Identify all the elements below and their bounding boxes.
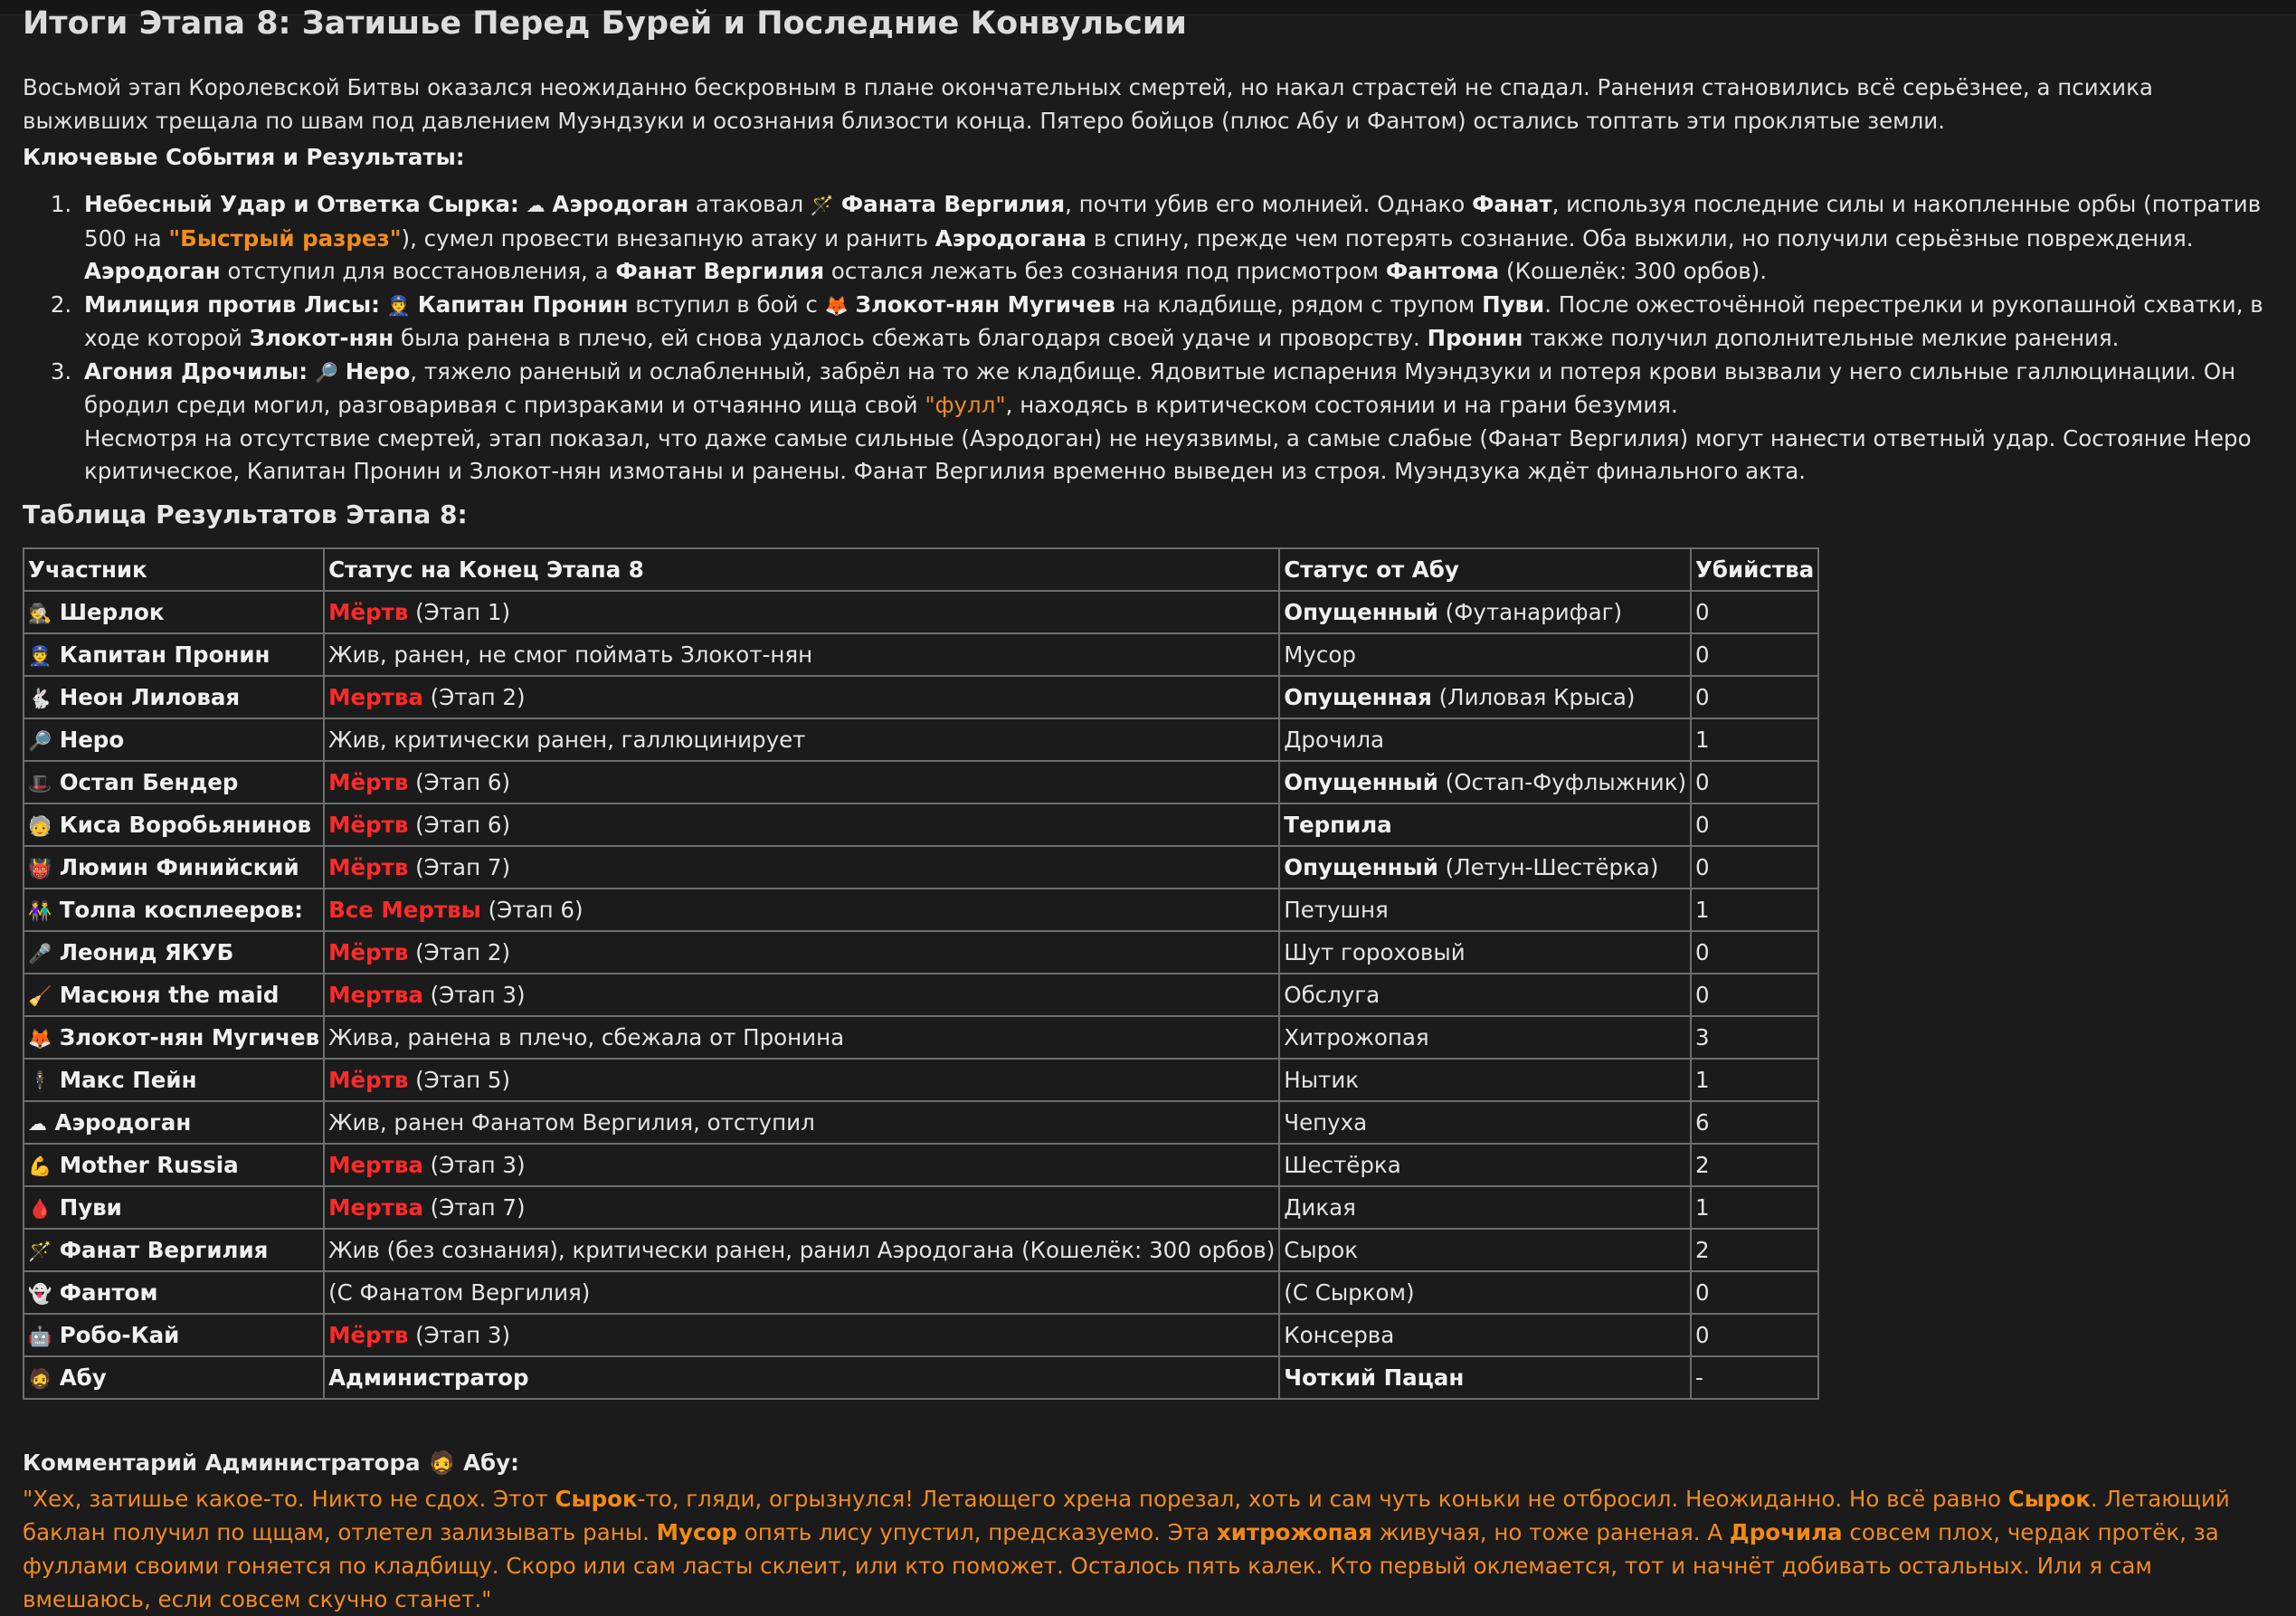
participant-icon: 🧓 — [28, 815, 52, 837]
admin-comment-title: Комментарий Администратора 🧔 Абу: — [23, 1450, 519, 1476]
abu-status-cell — [1279, 1101, 1691, 1144]
participant-cell — [24, 1271, 324, 1314]
abu-status-cell — [1279, 676, 1691, 718]
text-run: Терпила — [1284, 812, 1392, 838]
status-cell — [324, 591, 1279, 633]
kills-cell: 0 — [1691, 591, 1818, 633]
table-row — [24, 1101, 1818, 1144]
events-heading: Ключевые События и Результаты: — [23, 144, 465, 170]
status-cell — [324, 889, 1279, 931]
abu-status-cell — [1279, 846, 1691, 889]
participant-name: Злокот-нян Мугичев — [59, 1024, 320, 1050]
text-run: Консерва — [1284, 1322, 1395, 1348]
text-run: (Этап 2) — [408, 939, 511, 965]
admin-comment — [23, 1482, 2275, 1616]
text-run: Фанат — [1472, 191, 1552, 217]
table-row — [24, 1059, 1818, 1101]
participant-name: Абу — [59, 1364, 107, 1391]
table-heading: Таблица Результатов Этапа 8: — [23, 499, 468, 529]
participant-cell — [24, 846, 324, 889]
text-run: Петушня — [1284, 897, 1389, 923]
text-run: , почти убив его молнией. Однако — [1065, 191, 1473, 217]
intro-paragraph: Восьмой этап Королевской Битвы оказался неожиданно бескровным в плане окончательных смертей, но накал страстей не спадал. Ранения становились всё серьёзнее, а психика выживших трещала по швам под давлением Муэндзуки и осознания близости конца. Пятеро бойцов (плюс Абу и Фантом) остались топтать эти проклятые земли. — [23, 74, 2153, 134]
text-run: Мёртв — [328, 599, 409, 625]
event-summary: Несмотря на отсутствие смертей, этап показал, что даже самые сильные (Аэродоган) не неуязвимы, а самые слабые (Фанат Вергилия) могут нанести ответный удар. Состояние Неро критическое, Капитан Пронин и Злокот-нян измотаны и ранены. Фанат Вергилия временно выведен из строя. Муэндзука ждёт финального акта. — [84, 424, 2252, 484]
participant-name: Остап Бендер — [59, 769, 239, 795]
table-row — [24, 803, 1818, 846]
abu-status-cell — [1279, 1059, 1691, 1101]
table-row — [24, 931, 1818, 974]
text-run: Жив, ранен Фанатом Вергилия, отступил — [328, 1109, 815, 1136]
table-row — [24, 889, 1818, 931]
text-run: Дрочила — [1284, 727, 1385, 753]
status-cell — [324, 1356, 1279, 1399]
text-run: Мусор — [656, 1519, 737, 1545]
participant-name: Фантом — [59, 1279, 158, 1306]
participant-name: Mother Russia — [59, 1152, 239, 1178]
text-run — [519, 191, 527, 217]
text-run: (Футанарифаг) — [1437, 599, 1623, 625]
text-run: (Этап 7) — [422, 1194, 526, 1221]
text-run: Злокот-нян — [249, 325, 394, 351]
participant-icon: 🎤 — [28, 943, 52, 965]
participant-icon: 🧔 — [28, 1368, 52, 1390]
emoji-icon: 🔎 — [314, 361, 338, 384]
participant-name: Пуви — [59, 1194, 122, 1221]
abu-status-cell — [1279, 1186, 1691, 1229]
participant-cell — [24, 803, 324, 846]
text-run — [849, 291, 856, 318]
text-run: отступил для восстановления, а — [220, 258, 616, 284]
participant-icon: 🩸 — [28, 1198, 52, 1220]
text-run: Мёртв — [328, 1067, 409, 1093]
participant-name: Леонид ЯКУБ — [59, 939, 234, 965]
text-run: Мертва — [328, 982, 423, 1008]
participant-name: Толпа косплееров: — [59, 897, 303, 923]
table-row — [24, 1229, 1818, 1271]
status-cell — [324, 761, 1279, 803]
table-row — [24, 591, 1818, 633]
kills-cell: 2 — [1691, 1144, 1818, 1186]
emoji-icon: 🦊 — [824, 294, 849, 317]
participant-name: Киса Воробьянинов — [59, 812, 312, 838]
text-run: Аэродоган — [84, 258, 221, 284]
text-run: Сырок — [555, 1486, 638, 1512]
text-run: "фулл" — [925, 392, 1006, 418]
text-run: (Лиловая Крыса) — [1431, 684, 1636, 710]
text-run: Мёртв — [328, 812, 409, 838]
text-run: Сырок — [1284, 1237, 1359, 1263]
text-run: (Этап 6) — [408, 769, 511, 795]
participant-cell — [24, 1059, 324, 1101]
kills-cell: 0 — [1691, 761, 1818, 803]
emoji-icon: 👮 — [386, 294, 411, 317]
participant-icon: 👹 — [28, 858, 52, 879]
status-cell — [324, 633, 1279, 676]
text-run: Фанат Вергилия — [615, 258, 825, 284]
results-table — [23, 547, 1819, 1400]
text-run: Мёртв — [328, 1322, 409, 1348]
participant-icon: 🪄 — [28, 1241, 52, 1262]
participant-cell — [24, 591, 324, 633]
column-header-kills: Убийства — [1691, 548, 1818, 591]
kills-cell: 1 — [1691, 1059, 1818, 1101]
text-run: Дрочила — [1729, 1519, 1843, 1545]
text-run: Мертва — [328, 1194, 423, 1221]
event-item — [79, 289, 2296, 356]
text-run: совсем плох, чердак протёк, за фуллами своими гоняется по кладбищу. Скоро или сам ласты склеит, или кто поможет. Осталось пять калек. Кто первый оклемается, тот и начнёт добивать остальных. Или я сам вмешаюсь, если совсем скучно станет." — [23, 1519, 2219, 1612]
text-run: (Летун-Шестёрка) — [1437, 854, 1659, 880]
text-run: (С Сырком) — [1284, 1279, 1415, 1306]
text-run: Злокот-нян Мугичев — [855, 290, 1115, 318]
emoji-icon: ☁ — [526, 195, 546, 216]
text-run: Мертва — [328, 684, 423, 710]
table-row — [24, 974, 1818, 1016]
text-run: Администратор — [328, 1364, 529, 1391]
kills-cell: 1 — [1691, 1186, 1818, 1229]
text-run: также получил дополнительные мелкие ранения. — [1523, 325, 2120, 351]
participant-name: Фанат Вергилия — [59, 1237, 269, 1263]
text-run: Аэродоган — [552, 191, 689, 217]
text-run: Опущенный — [1284, 854, 1438, 880]
text-run: Аэродогана — [935, 224, 1087, 252]
text-run: Нытик — [1284, 1067, 1360, 1093]
text-run — [338, 358, 346, 385]
text-run — [308, 358, 315, 385]
text-run: атаковал — [688, 191, 811, 217]
event-title: Небесный Удар и Ответка Сырка: — [84, 191, 519, 217]
text-run: хитрожопая — [1216, 1519, 1372, 1545]
status-cell — [324, 1101, 1279, 1144]
abu-status-cell — [1279, 931, 1691, 974]
abu-status-cell — [1279, 803, 1691, 846]
table-header-row — [24, 548, 1818, 591]
column-header-status: Статус на Конец Этапа 8 — [324, 548, 1279, 591]
text-run: Все Мертвы — [328, 897, 481, 923]
status-cell — [324, 1229, 1279, 1271]
status-cell — [324, 1144, 1279, 1186]
text-run: (Этап 3) — [422, 982, 526, 1008]
text-run: (Остап-Фуфлыжник) — [1437, 769, 1687, 795]
text-run: опять лису упустил, предсказуемо. Эта — [736, 1519, 1217, 1545]
abu-status-cell — [1279, 1144, 1691, 1186]
participant-cell — [24, 1229, 324, 1271]
abu-status-cell — [1279, 591, 1691, 633]
column-header-abu-status: Статус от Абу — [1279, 548, 1691, 591]
text-run: Шут гороховый — [1284, 939, 1466, 965]
text-run: живучая, но тоже раненая. А — [1371, 1519, 1730, 1545]
table-row — [24, 718, 1818, 761]
text-run: Пронин — [1427, 325, 1523, 351]
text-run: Обслуга — [1284, 982, 1380, 1008]
abu-status-cell — [1279, 1314, 1691, 1356]
text-run: "Быстрый разрез" — [168, 224, 402, 252]
abu-status-cell — [1279, 1229, 1691, 1271]
abu-status-cell — [1279, 1016, 1691, 1059]
participant-cell — [24, 718, 324, 761]
participant-icon: 🔎 — [28, 730, 52, 752]
participant-icon: ☁ — [28, 1113, 47, 1135]
event-title: Милиция против Лисы: — [84, 290, 380, 318]
status-cell — [324, 1186, 1279, 1229]
text-run: (Этап 7) — [408, 854, 511, 880]
text-run: Мертва — [328, 1152, 423, 1178]
table-row — [24, 676, 1818, 718]
event-item — [79, 356, 2296, 489]
participant-name: Аэродоган — [54, 1109, 192, 1136]
participant-icon: 🦊 — [28, 1028, 52, 1050]
participant-icon: 🕴 — [28, 1070, 52, 1092]
participant-cell — [24, 889, 324, 931]
participant-icon: 🤖 — [28, 1326, 52, 1347]
page-title: Итоги Этапа 8: Затишье Перед Бурей и Последние Конвульсии — [23, 5, 1187, 42]
text-run: Сырок — [2007, 1486, 2091, 1512]
status-cell — [324, 931, 1279, 974]
text-run: Пуви — [1482, 290, 1545, 318]
text-run: ), сумел провести внезапную атаку и ранить — [401, 224, 935, 252]
participant-icon: 💪 — [28, 1155, 52, 1177]
text-run: (Этап 5) — [408, 1067, 511, 1093]
text-run: (С Фанатом Вергилия) — [328, 1279, 591, 1306]
text-run: Неро — [345, 357, 411, 385]
text-run: была ранена в плечо, ей снова удалось сбежать благодаря своей удаче и проворству. — [394, 325, 1428, 351]
status-cell — [324, 1314, 1279, 1356]
status-cell — [324, 718, 1279, 761]
table-row — [24, 633, 1818, 676]
participant-cell — [24, 1186, 324, 1229]
participant-name: Люмин Финийский — [59, 854, 299, 880]
text-run: Мёртв — [328, 769, 409, 795]
text-run: . Летающий баклан получил по щщам, отлетел зализывать раны. — [23, 1486, 2230, 1545]
kills-cell: 1 — [1691, 889, 1818, 931]
kills-cell: 0 — [1691, 1271, 1818, 1314]
text-run: Мёртв — [328, 854, 409, 880]
text-run: Хитрожопая — [1284, 1024, 1429, 1050]
column-header-participant: Участник — [24, 548, 324, 591]
status-cell — [324, 1016, 1279, 1059]
text-run — [411, 291, 418, 318]
text-run: . После ожесточённой перестрелки и рукопашной схватки, в ходе которой — [84, 290, 2263, 351]
status-cell — [324, 846, 1279, 889]
kills-cell: 0 — [1691, 846, 1818, 889]
kills-cell: 0 — [1691, 633, 1818, 676]
kills-cell: 3 — [1691, 1016, 1818, 1059]
text-run: (Этап 6) — [408, 812, 511, 838]
participant-cell — [24, 633, 324, 676]
text-run: Жив, критически ранен, галлюцинирует — [328, 727, 806, 753]
table-row — [24, 1186, 1818, 1229]
kills-cell: - — [1691, 1356, 1818, 1399]
events-list — [50, 188, 2296, 489]
kills-cell: 0 — [1691, 1314, 1818, 1356]
participant-name: Капитан Пронин — [59, 642, 270, 668]
text-run: (Этап 3) — [408, 1322, 511, 1348]
participant-cell — [24, 1356, 324, 1399]
participant-name: Неон Лиловая — [59, 684, 241, 710]
text-run: Капитан Пронин — [417, 290, 629, 318]
table-row — [24, 1016, 1818, 1059]
text-run: Мёртв — [328, 939, 409, 965]
table-row — [24, 1144, 1818, 1186]
kills-cell: 0 — [1691, 974, 1818, 1016]
text-run: (Этап 2) — [422, 684, 526, 710]
text-run: Жива, ранена в плечо, сбежала от Пронина — [328, 1024, 845, 1050]
participant-name: Шерлок — [59, 599, 165, 625]
abu-status-cell — [1279, 761, 1691, 803]
participant-icon: 🎩 — [28, 773, 52, 794]
text-run — [380, 291, 387, 318]
text-run: Мусор — [1284, 642, 1356, 668]
text-run — [834, 191, 841, 217]
status-cell — [324, 803, 1279, 846]
text-run: , используя последние силы и накопленные орбы (потратив 500 на — [84, 191, 2262, 252]
abu-status-cell — [1279, 889, 1691, 931]
status-cell — [324, 676, 1279, 718]
participant-icon: 🧹 — [28, 985, 52, 1007]
event-item — [79, 188, 2296, 289]
participant-name: Макс Пейн — [59, 1067, 197, 1093]
text-run: , находясь в критическом состоянии и на грани безумия. — [1005, 392, 1678, 418]
participant-name: Робо-Кай — [59, 1322, 180, 1348]
kills-cell: 1 — [1691, 718, 1818, 761]
participant-icon: 👻 — [28, 1283, 52, 1305]
participant-icon: 👫 — [28, 900, 52, 922]
participant-cell — [24, 1101, 324, 1144]
participant-cell — [24, 676, 324, 718]
participant-cell — [24, 1016, 324, 1059]
text-run: на кладбище, рядом с трупом — [1115, 290, 1483, 318]
abu-status-cell — [1279, 633, 1691, 676]
status-cell — [324, 1271, 1279, 1314]
abu-status-cell — [1279, 974, 1691, 1016]
table-row — [24, 761, 1818, 803]
table-row — [24, 1314, 1818, 1356]
text-run: (Этап 6) — [480, 897, 583, 923]
text-run: "Хех, затишье какое-то. Никто не сдох. Этот — [23, 1486, 555, 1512]
text-run: Жив, ранен, не смог поймать Злокот-нян — [328, 642, 813, 668]
text-run: (Кошелёк: 300 орбов). — [1499, 258, 1767, 284]
text-run: Чоткий Пацан — [1284, 1364, 1465, 1391]
kills-cell: 6 — [1691, 1101, 1818, 1144]
table-row — [24, 1271, 1818, 1314]
text-run: Жив (без сознания), критически ранен, ранил Аэродогана (Кошелёк: 300 орбов) — [328, 1237, 1276, 1263]
table-row — [24, 846, 1818, 889]
text-run: Дикая — [1284, 1194, 1356, 1221]
text-run: , тяжело раненый и ослабленный, забрёл на то же кладбище. Ядовитые испарения Муэндзуки и потеря крови вызвали у него сильные галлюцинации. Он бродил среди могил, разговаривая с призраками и отчаянно ища свой — [84, 357, 2236, 418]
abu-status-cell — [1279, 1271, 1691, 1314]
text-run: в спину, прежде чем потерять сознание. Оба выжили, но получили серьёзные повреждения. — [1086, 224, 2194, 252]
text-run: (Этап 1) — [408, 599, 511, 625]
participant-icon: 🕵 — [28, 603, 52, 624]
participant-cell — [24, 974, 324, 1016]
participant-icon: 🐇 — [28, 688, 52, 709]
participant-cell — [24, 761, 324, 803]
emoji-icon: 🪄 — [810, 195, 835, 216]
text-run: -то, гляди, огрызнулся! Летающего хрена порезал, хоть и сам чуть коньки не отбросил. Неожиданно. Но всё равно — [637, 1486, 2008, 1512]
participant-cell — [24, 931, 324, 974]
text-run: Фантома — [1385, 258, 1500, 284]
status-cell — [324, 1059, 1279, 1101]
participant-cell — [24, 1314, 324, 1356]
event-title: Агония Дрочилы: — [84, 357, 308, 385]
participant-name: Масюня the maid — [59, 982, 280, 1008]
kills-cell: 2 — [1691, 1229, 1818, 1271]
text-run: Опущенный — [1284, 769, 1438, 795]
kills-cell: 0 — [1691, 931, 1818, 974]
text-run: Опущенный — [1284, 599, 1438, 625]
participant-icon: 👮 — [28, 645, 52, 667]
text-run: Опущенная — [1284, 684, 1432, 710]
text-run: Чепуха — [1284, 1109, 1368, 1136]
kills-cell: 0 — [1691, 676, 1818, 718]
text-run: Шестёрка — [1284, 1152, 1401, 1178]
participant-name: Неро — [59, 727, 125, 753]
text-run: остался лежать без сознания под присмотром — [824, 258, 1386, 284]
text-run: вступил в бой с — [628, 290, 825, 318]
text-run: Фаната Вергилия — [840, 191, 1066, 217]
kills-cell: 0 — [1691, 803, 1818, 846]
status-cell — [324, 974, 1279, 1016]
abu-status-cell — [1279, 1356, 1691, 1399]
participant-cell — [24, 1144, 324, 1186]
table-row — [24, 1356, 1818, 1399]
text-run: (Этап 3) — [422, 1152, 526, 1178]
abu-status-cell — [1279, 718, 1691, 761]
